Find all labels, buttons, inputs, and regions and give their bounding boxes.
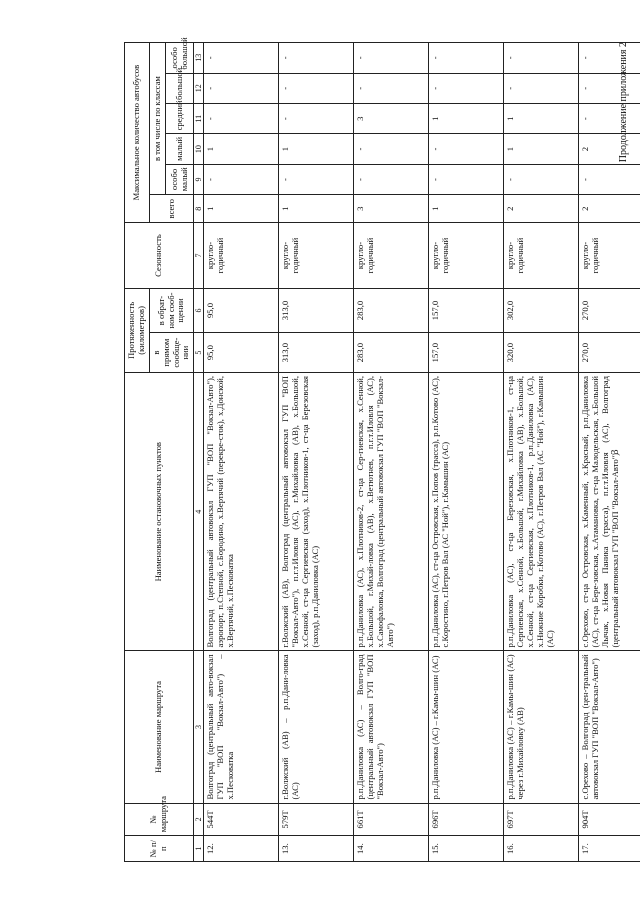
buses-extra-large: - bbox=[429, 43, 504, 74]
length-forward: 95,0 bbox=[204, 333, 279, 373]
route-name: р.п.Даниловка (АС) – г.Камы-шин (АС) bbox=[429, 651, 504, 803]
route-number: 544Т bbox=[204, 803, 279, 836]
buses-small: - bbox=[354, 134, 429, 164]
route-number: 697Т bbox=[504, 803, 579, 836]
header-length-reverse: в обрат-ном сооб-щении bbox=[149, 288, 194, 332]
buses-large: - bbox=[354, 73, 429, 103]
column-number: 6 bbox=[194, 288, 204, 332]
routes-table bbox=[124, 37, 640, 862]
column-number: 8 bbox=[194, 195, 204, 223]
length-forward: 157,0 bbox=[429, 333, 504, 373]
buses-extra-small: - bbox=[579, 164, 640, 194]
buses-extra-large: - bbox=[504, 43, 579, 74]
header-season: Сезонность bbox=[125, 223, 194, 289]
route-number: 579Т bbox=[279, 803, 354, 836]
column-number: 2 bbox=[194, 803, 204, 836]
row-number: 16. bbox=[504, 836, 579, 862]
seasonality: кругло-годичный bbox=[504, 223, 579, 289]
length-reverse: 157,0 bbox=[429, 288, 504, 332]
buses-total: 1 bbox=[279, 195, 354, 223]
header-route-name: Наименование маршрута bbox=[125, 651, 194, 803]
stops-list: р.п.Даниловка (АС), ст-ца Островская, х.Попов (трасса), р.п.Котово (АС), с.Коростино, г.Петров Вал (АС "Ной"), г.Камышин (АС) bbox=[429, 373, 504, 651]
buses-small: 1 bbox=[279, 134, 354, 164]
route-name: г.Волжский (АВ) – р.п.Дани-ловка (АС) bbox=[279, 651, 354, 803]
header-large: большой bbox=[166, 73, 194, 103]
buses-total: 1 bbox=[204, 195, 279, 223]
length-forward: 313,0 bbox=[279, 333, 354, 373]
buses-extra-large: - bbox=[354, 43, 429, 74]
buses-small: 1 bbox=[504, 134, 579, 164]
header-small: малый bbox=[166, 134, 194, 164]
stops-list: г.Волжский (АВ), Волгоград (центральный автовокзал ГУП "ВОП "Вокзал-Авто"), п.г.т.Иловля (АС), г.Михайловка (АВ), х.Большой, х.Сенной, ст-ца Сергиевская (заход), х.Плотников-1, ст-ца Березовская (заход), р.п.Даниловка (АС) bbox=[279, 373, 354, 651]
stops-list: Волгоград (центральный автовокзал ГУП "ВОП "Вокзал-Авто"), аэропорт, п.Степной, с.Бородино, х.Вертячий (перекре-сток), х.Донской, х.Вертячий, х.Песковатка bbox=[204, 373, 279, 651]
header-stops: Наименование остановочных пунктов bbox=[125, 373, 194, 651]
seasonality: кругло-годичный bbox=[204, 223, 279, 289]
header-route-number: № маршрута bbox=[125, 803, 194, 836]
column-number: 10 bbox=[194, 134, 204, 164]
stops-list: р.п.Даниловка (АС), х.Плотников-2, ст-ца Сер-гиевская, х.Сенной, х.Большой, г.Михай-ловка (АВ), х.Ветютнев, п.г.т.Иловля (АС), х.Самофаловка, Волгоград (центральный автовокзал ГУП "ВОП "Вокзал-Авто") bbox=[354, 373, 429, 651]
route-name: р.п.Даниловка (АС) – г.Камы-шин (АС) через г.Михайловку (АВ) bbox=[504, 651, 579, 803]
table-row bbox=[354, 43, 429, 862]
column-number: 12 bbox=[194, 73, 204, 103]
column-number: 11 bbox=[194, 104, 204, 134]
header-medium: средний bbox=[166, 104, 194, 134]
buses-medium: 3 bbox=[354, 104, 429, 134]
column-number: 7 bbox=[194, 223, 204, 289]
buses-medium: 1 bbox=[429, 104, 504, 134]
row-number: 15. bbox=[429, 836, 504, 862]
seasonality: кругло-годичный bbox=[279, 223, 354, 289]
stops-list: с.Орехово, ст-ца Островская, х.Каменный, х.Красный, р.п.Даниловка (АС), ст-ца Бере-зовская, х.Атамановка, ст-ца Малодельская, х.Большой Лычак, х.Новая Паника (трасса), п.г.т.Иловля (АС), Волгоград (центральный автовокзал ГУП "ВОП "Вокзал-Авто") bbox=[579, 373, 640, 651]
buses-large: - bbox=[204, 73, 279, 103]
buses-total: 2 bbox=[579, 195, 640, 223]
buses-total: 3 bbox=[354, 195, 429, 223]
column-number: 9 bbox=[194, 164, 204, 194]
row-number: 12. bbox=[204, 836, 279, 862]
header-length-forward: в прямом сообще-нии bbox=[149, 333, 194, 373]
buses-medium: - bbox=[279, 104, 354, 134]
table-row bbox=[429, 43, 504, 862]
route-name: р.п.Даниловка (АС) – Волго-град (центральный автовокзал ГУП "ВОП "Вокзал-Авто") bbox=[354, 651, 429, 803]
buses-small: 1 bbox=[204, 134, 279, 164]
buses-large: - bbox=[279, 73, 354, 103]
buses-extra-small: - bbox=[429, 164, 504, 194]
header-extra-small: особо малый bbox=[166, 164, 194, 194]
length-reverse: 302,0 bbox=[504, 288, 579, 332]
header-length: Протяженность (километров) bbox=[125, 288, 150, 372]
header-np: № п/п bbox=[125, 836, 194, 862]
table-row bbox=[504, 43, 579, 862]
buses-total: 1 bbox=[429, 195, 504, 223]
rotated-sheet bbox=[124, 37, 640, 862]
header-total: всего bbox=[149, 195, 194, 223]
length-reverse: 270,0 bbox=[579, 288, 640, 332]
column-number: 5 bbox=[194, 333, 204, 373]
buses-extra-small: - bbox=[354, 164, 429, 194]
appendix-label: Продолжение приложения 2 bbox=[618, 42, 629, 163]
buses-extra-small: - bbox=[204, 164, 279, 194]
buses-extra-large: - bbox=[204, 43, 279, 74]
table-row bbox=[279, 43, 354, 862]
buses-total: 2 bbox=[504, 195, 579, 223]
route-number: 904Т bbox=[579, 803, 640, 836]
column-number: 4 bbox=[194, 373, 204, 651]
header-max-buses: Максимальное количество автобусов bbox=[125, 43, 150, 223]
seasonality: кругло-годичный bbox=[354, 223, 429, 289]
length-forward: 283,0 bbox=[354, 333, 429, 373]
column-number-row bbox=[194, 43, 204, 862]
length-forward: 320,0 bbox=[504, 333, 579, 373]
buses-medium: 1 bbox=[504, 104, 579, 134]
route-name: Волгоград (центральный авто-вокзал ГУП "ВОП "Вокзал-Авто") – х.Песковатка bbox=[204, 651, 279, 803]
row-number: 17. bbox=[579, 836, 640, 862]
route-number: 661Т bbox=[354, 803, 429, 836]
row-number: 13. bbox=[279, 836, 354, 862]
length-forward: 270,0 bbox=[579, 333, 640, 373]
buses-large: - bbox=[579, 73, 640, 103]
buses-medium: - bbox=[579, 104, 640, 134]
buses-medium: - bbox=[204, 104, 279, 134]
header-row-1 bbox=[125, 43, 150, 862]
route-number: 696Т bbox=[429, 803, 504, 836]
seasonality: кругло-годичный bbox=[579, 223, 640, 289]
stops-list: р.п.Даниловка (АС), ст-ца Березовская, х.Плотников-1, ст-ца Сергиевская, х.Сенной, х.Большой, г.Михайловка (АВ), х.Большой, х.Сенной, ст-ца Сергиевская, х.Плотников-1, р.п.Даниловка (АС), х.Нижние Коробки, г.Котово (АС), г.Петров Вал (АС "Ной"), г.Камышин (АС) bbox=[504, 373, 579, 651]
column-number: 3 bbox=[194, 651, 204, 803]
table-row bbox=[204, 43, 279, 862]
page-number: 3 bbox=[610, 449, 621, 455]
length-reverse: 283,0 bbox=[354, 288, 429, 332]
column-number: 1 bbox=[194, 836, 204, 862]
buses-small: 2 bbox=[579, 134, 640, 164]
length-reverse: 313,0 bbox=[279, 288, 354, 332]
buses-large: - bbox=[504, 73, 579, 103]
buses-extra-large: - bbox=[279, 43, 354, 74]
buses-extra-small: - bbox=[279, 164, 354, 194]
header-by-class: в том числе по классам bbox=[149, 43, 166, 195]
length-reverse: 95,0 bbox=[204, 288, 279, 332]
buses-small: - bbox=[429, 134, 504, 164]
header-extra-large: особо большой bbox=[166, 43, 194, 74]
route-name: с.Орехово – Волгоград (цен-тральный автовокзал ГУП "ВОП "Вокзал-Авто") bbox=[579, 651, 640, 803]
seasonality: кругло-годичный bbox=[429, 223, 504, 289]
buses-extra-large: - bbox=[579, 43, 640, 74]
buses-extra-small: - bbox=[504, 164, 579, 194]
row-number: 14. bbox=[354, 836, 429, 862]
column-number: 13 bbox=[194, 43, 204, 74]
buses-large: - bbox=[429, 73, 504, 103]
